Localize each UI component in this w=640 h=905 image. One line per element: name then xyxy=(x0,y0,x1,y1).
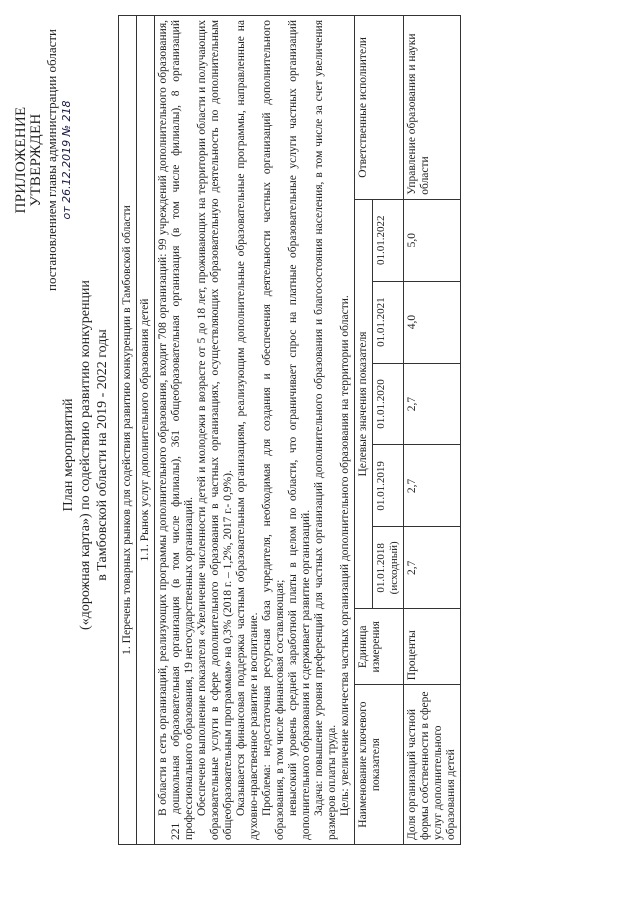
col-unit: Единица измерения xyxy=(355,609,404,685)
table-row xyxy=(404,16,461,845)
col-year: 01.01.2019 xyxy=(373,445,404,527)
decree-line: постановлением главы администрации области xyxy=(44,29,59,291)
paragraph-support: Оказывается финансовая поддержка частным образовательным организациям, реализующим дополнительные образовательные программы, направленные на духовно-нравственное развитие и воспитание. xyxy=(235,20,260,840)
title-line-3: в Тамбовской области на 2019 - 2022 годы xyxy=(95,329,110,581)
col-indicator: Наименование ключевого показателя xyxy=(355,685,404,845)
paragraph-organizations: В области в сеть организаций, реализующих программы дополнительного образования, входит 708 организаций: 99 учреждений дополнительного образования, 221 дошкольная образовательная организация (в том числе филиалы), 361 общеобразовательная организация (в том числе филиалы), 8 организаций профессионального образования, 19 негосударственных организаций. xyxy=(157,20,195,840)
document-title xyxy=(60,175,111,735)
paragraph-task: Задача: повышение уровня преференций для частных организаций дополнительного образования и благосостояния населения, в том числе за счет увеличения размеров оплаты труда. xyxy=(313,20,338,840)
col-year: 01.01.2020 xyxy=(373,363,404,445)
target-value: 2,7 xyxy=(404,527,461,609)
section-row xyxy=(119,16,137,845)
col-targets: Целевые значения показателя xyxy=(355,199,373,609)
market-description xyxy=(155,16,355,845)
paragraph-goal: Цель: увеличение количества частных организаций дополнительного образования на территории области. xyxy=(339,295,351,816)
paragraph-indicator: Обеспечено выполнение показателя «Увеличение численности детей и молодежи в возрасте от 5 до 18 лет, проживающих на территории области и получающих образовательные услуги в сфере дополнительного образования в частных организациях, осуществляющих образовательную деятельность по дополнительным общеобразовательным программам» на 0,3% (2018 г. – 1,2%, 2017 г.- 0,9%). xyxy=(196,20,234,840)
market-row xyxy=(137,16,155,845)
responsible-executor: Управление образования и науки области xyxy=(404,16,461,200)
col-responsible: Ответственные исполнители xyxy=(355,16,404,200)
target-value: 2,7 xyxy=(404,445,461,527)
target-value: 5,0 xyxy=(404,199,461,281)
market-heading: 1.1. Рынок услуг дополнительного образования детей xyxy=(137,16,155,845)
paragraph-problem: Проблема: недостаточная ресурсная база учредителя, необходимая для создания и обеспечения деятельности частных организаций дополнительного образования, в том числе финансовая составляющая; xyxy=(261,20,286,840)
title-line-2: («дорожная карта») по содействию развитию конкуренции xyxy=(78,280,93,630)
plan-table xyxy=(118,15,461,845)
section-heading: 1. Перечень товарных рынков для содействия развитию конкуренции в Тамбовской области xyxy=(119,16,137,845)
paragraph-wages: невысокий уровень средней заработной платы в целом по области, что ограничивает спрос на платные образовательные услуги частных организаций дополнительного образования и сдерживает развитие организаций. xyxy=(287,20,312,840)
col-year: 01.01.2021 xyxy=(373,281,404,363)
target-value: 4,0 xyxy=(404,281,461,363)
appendix-label: ПРИЛОЖЕНИЕ xyxy=(13,106,29,214)
description-row xyxy=(155,16,355,845)
col-year: 01.01.2018 (исходный) xyxy=(373,527,404,609)
header-row-1 xyxy=(355,16,373,845)
col-year: 01.01.2022 xyxy=(373,199,404,281)
target-value: 2,7 xyxy=(404,363,461,445)
unit-value: Проценты xyxy=(404,609,461,685)
handwritten-date: от 26.12.2019 № 218 xyxy=(60,100,73,220)
title-line-1: План мероприятий xyxy=(61,398,76,512)
indicator-name: Доля организаций частной формы собственности в сфере услуг дополнительного образования детей xyxy=(404,685,461,845)
approved-label: УТВЕРЖДЕН xyxy=(28,113,44,207)
